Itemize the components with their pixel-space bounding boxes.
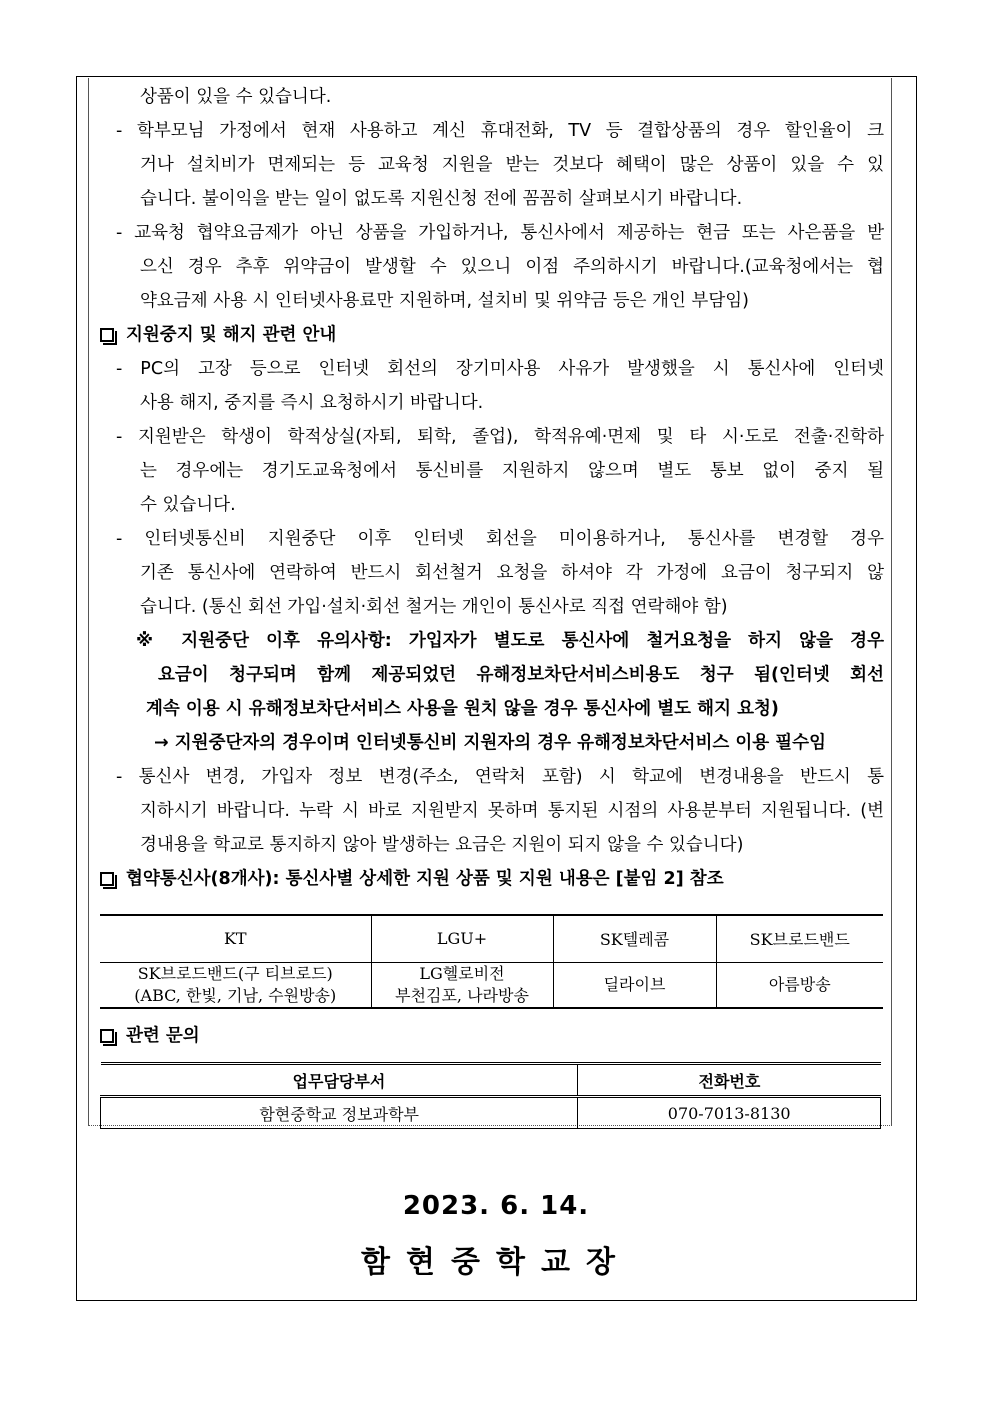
cell-line: (ABC, 한빛, 기남, 수원방송) — [134, 985, 337, 1005]
table-row — [101, 1097, 881, 1129]
text-line: - 통신사 변경, 가입자 정보 변경(주소, 연락처 포함) 시 학교에 변경내용을 반드시 통 — [116, 767, 884, 787]
column-header: 전화번호 — [578, 1064, 881, 1097]
text-line: 습니다. 불이익을 받는 일이 없도록 지원신청 전에 꼼꼼히 살펴보시기 바랍니다. — [140, 189, 743, 209]
document-body — [100, 80, 884, 896]
text-line: 수 있습니다. — [140, 495, 236, 515]
section-heading-contact — [100, 1019, 200, 1053]
text-line: 습니다. (통신 회선 가입·설치·회선 철거는 개인이 통신사로 직접 연락해야 함) — [140, 597, 728, 617]
column-header: 업무담당부서 — [101, 1064, 578, 1097]
table-header-row — [101, 1064, 881, 1097]
table-cell — [100, 962, 371, 1008]
table-cell: 딜라이브 — [553, 962, 716, 1008]
text-line: - 교육청 협약요금제가 아닌 상품을 가입하거나, 통신사에서 제공하는 현금 또는 사은품을 받 — [116, 223, 884, 243]
table-row — [100, 962, 883, 1008]
carrier-table — [100, 914, 883, 1009]
checkbox-bullet-icon — [100, 328, 114, 342]
section-heading-text: 관련 문의 — [126, 1026, 200, 1046]
section-heading-text: 지원중지 및 해지 관련 안내 — [126, 325, 337, 345]
text-line: - 학부모님 가정에서 현재 사용하고 계신 휴대전화, TV 등 결합상품의 경우 할인율이 크 — [116, 121, 884, 141]
text-line: 거나 설치비가 면제되는 등 교육청 지원을 받는 것보다 혜택이 많은 상품이 있을 수 있 — [140, 155, 884, 175]
cell-line: SK브로드밴드(구 티브로드) — [137, 963, 333, 983]
text-line: - 지원받은 학생이 학적상실(자퇴, 퇴학, 졸업), 학적유예·면제 및 타 시·도로 전출·진학하 — [116, 427, 884, 447]
section-heading-text: 협약통신사(8개사): 통신사별 상세한 지원 상품 및 지원 내용은 [붙임 2] 참조 — [126, 869, 724, 889]
notice-line: 계속 이용 시 유해정보차단서비스 사용을 원치 않을 경우 통신사에 별도 해지 요청) — [146, 699, 779, 719]
checkbox-bullet-icon — [100, 872, 114, 886]
notice-line: ※ 지원중단 이후 유의사항: 가입자가 별도로 통신사에 철거요청을 하지 않을 경우 — [136, 631, 884, 651]
notice-line: → 지원중단자의 경우이며 인터넷통신비 지원자의 경우 유해정보차단서비스 이용 필수임 — [154, 733, 826, 753]
text-line: 사용 해지, 중지를 즉시 요청하시기 바랍니다. — [140, 393, 484, 413]
table-cell: 070-7013-8130 — [578, 1097, 881, 1129]
text-line: 지하시기 바랍니다. 누락 시 바로 지원받지 못하며 통지된 시점의 사용분부터 지원됩니다. (변 — [140, 801, 884, 821]
cell-line: LG헬로비전 — [419, 963, 505, 983]
signer-name: 함현중학교장 — [361, 1245, 631, 1280]
text-line: 는 경우에는 경기도교육청에서 통신비를 지원하지 않으며 별도 통보 없이 중지 될 — [140, 461, 884, 481]
column-header: SK텔레콤 — [553, 915, 716, 962]
notice-line: 요금이 청구되며 함께 제공되었던 유해정보차단서비스비용도 청구 됨(인터넷 회선 — [158, 665, 884, 685]
text-line: - 인터넷통신비 지원중단 이후 인터넷 회선을 미이용하거나, 통신사를 변경할 경우 — [116, 529, 884, 549]
section-heading-stop — [100, 318, 884, 352]
text-line: 약요금제 사용 시 인터넷사용료만 지원하며, 설치비 및 위약금 등은 개인 부담임) — [140, 291, 749, 311]
cell-line: 부천김포, 나라방송 — [395, 985, 529, 1005]
text-line: 상품이 있을 수 있습니다. — [140, 87, 332, 107]
contact-table — [100, 1062, 881, 1129]
column-header: SK브로드밴드 — [716, 915, 883, 962]
checkbox-bullet-icon — [100, 1029, 114, 1043]
table-cell: 아름방송 — [716, 962, 883, 1008]
table-header-row — [100, 915, 883, 962]
column-header: LGU+ — [371, 915, 553, 962]
text-line: 경내용을 학교로 통지하지 않아 발생하는 요금은 지원이 되지 않을 수 있습니다) — [140, 835, 744, 855]
text-line: 기존 통신사에 연락하여 반드시 회선철거 요청을 하셔야 각 가정에 요금이 청구되지 않 — [140, 563, 884, 583]
section-heading-carriers — [100, 862, 884, 896]
table-cell — [371, 962, 553, 1008]
text-line: 으신 경우 추후 위약금이 발생할 수 있으니 이점 주의하시기 바랍니다.(교육청에서는 협 — [140, 257, 884, 277]
column-header: KT — [223, 929, 247, 949]
table-cell: 함현중학교 정보과학부 — [101, 1097, 578, 1129]
document-date: 2023. 6. 14. — [402, 1191, 590, 1221]
text-line: - PC의 고장 등으로 인터넷 회선의 장기미사용 사유가 발생했을 시 통신사에 인터넷 — [116, 359, 884, 379]
